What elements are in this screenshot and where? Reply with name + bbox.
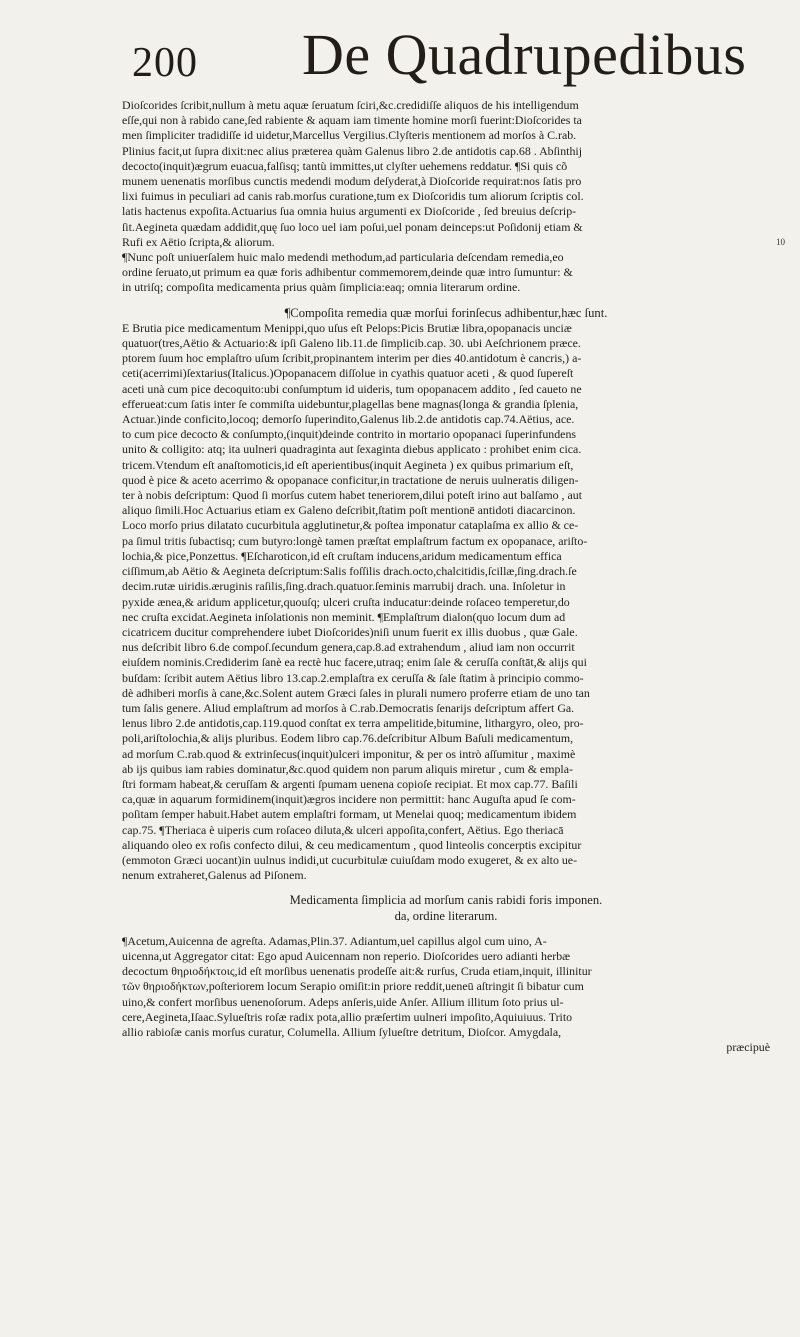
- text-line: eſſe,qui non à rabido cane,ſed rabiente & aquam iam timente homine morſi fuerint:Dioſcorides ta: [122, 113, 582, 128]
- text-line: quatuor(tres,Aëtio & Actuario:& ipſi Galeno lib.11.de ſimplicib.cap. 30. ubi Aeſchrionem præce.: [122, 336, 581, 351]
- text-line: in utriſq; compoſita medicamenta prius quàm ſimplicia:eaq; omnia literarum ordine.: [122, 280, 521, 295]
- main-text: [122, 98, 770, 1055]
- section-heading-line: da, ordine literarum.: [394, 908, 498, 923]
- text-line: lenus libro 2.de antidotis,cap.119.quod conſtat ex terra ampelitide,bitumine, lithargyro, oleo, pro-: [122, 716, 584, 731]
- text-line: uino,& confert morſibus uenenoſorum. Adeps anſeris,uide Anſer. Allium illitum ſoto prius ul-: [122, 994, 564, 1009]
- text-line: ca,quæ in aquarum formidinem(inquit)ægros incidere non permittit: hanc Auguſta apud ſe com-: [122, 792, 576, 807]
- text-line: nenum extraheret,Galenus ad Piſonem.: [122, 868, 307, 883]
- text-line: cap.75. ¶Theriaca è uiperis cum roſaceo diluta,& ulceri appoſita,confert, Aëtius. Ego theriacā: [122, 822, 564, 837]
- text-line: ſtri formam habeat,& ceruſſam & argenti ſpumam uenena copioſe recipiat. Et mox cap.77. Baſili: [122, 776, 578, 791]
- text-line: cicatricem ducitur comprehendere iubet Dioſcorides)niſi unum fuerit ex illis duobus , quæ Gale.: [122, 624, 578, 639]
- text-line: Dioſcorides ſcribit,nullum à metu aquæ ſeruatum ſciri,&c.credidiſſe aliquos de his intelligendum: [122, 98, 579, 112]
- text-line: ceti(acerrimi)ſextarius(Italicus.)Opopanacem diſſolue in cyathis quatuor aceti , & quod ſupereſt: [122, 366, 574, 381]
- text-line: ordine ſeruato,ut primum ea quæ foris adhibentur commemorem,deinde quæ intro ſumuntur: &: [122, 265, 573, 280]
- text-line: poli,ariſtolochia,& alijs pluribus. Eodem libro cap.76.deſcribitur Album Baſuli medicamentum,: [122, 731, 574, 746]
- text-line: quod è pice & aceto acerrimo & opopanace conficitur,in tractatione de neruis uulneratis diligen-: [122, 472, 579, 487]
- text-line: aliquando oleo ex roſis confecto dilui, & ceu medicamentum , quod linteolis concerptis excipitur: [122, 837, 582, 852]
- text-line: nus deſcribit libro 6.de compoſ.ſecundum genera,cap.8.ad extrahendum , aliud iam non occurrit: [122, 640, 575, 655]
- text-line: buſdam: ſcribit autem Aëtius libro 13.cap.2.emplaſtra ex ceruſſa & ſale ſtatim à principio commo-: [122, 670, 584, 685]
- text-line: poſitam ſemper habuit.Habet autem emplaſtri formam, ut Menelai quoq; medicamentum ibidem: [122, 807, 577, 822]
- text-line: Rufi ex Aëtio ſcripta,& aliorum.: [122, 234, 275, 249]
- section-heading-line: ¶Compoſita remedia quæ morſui forinſecus adhibentur,hæc ſunt.: [284, 305, 608, 320]
- section-heading-line: Medicamenta ſimplicia ad morſum canis rabidi foris imponen.: [289, 893, 603, 908]
- text-line: latis hactenus expoſita.Actuarius ſua omnia huius argumenti ex Dioſcoride , ſed breuius deſcrip-: [122, 204, 577, 219]
- text-line: ptorem ſuum hoc emplaſtro uſum ſcribit,propinantem interim per dies 40.antidotum è cancris,) a-: [122, 351, 582, 366]
- margin-note: 10: [776, 237, 785, 247]
- text-line: allio rabioſæ canis morſus curatur, Columella. Allium ſylueſtre detritum, Dioſcor. Amygdala,: [122, 1024, 562, 1039]
- text-line: aliquo ſimili.Hoc Actuarius etiam ex Galeno deſcribit,ſtatim poſt mentionē antidoti diacarcinon.: [122, 503, 576, 518]
- text-line: decocto(inquit)ægrum euacua,falſisq; tantù immittes,ut clyſter uehemens reddatur. ¶Si quis cõ: [122, 158, 568, 173]
- block-gap: [122, 296, 770, 306]
- block-gap: [122, 883, 770, 893]
- text-line: eiuſdem nominis.Crediderim ſanè ea rectè huc facere,utraq; enim ſale & ceruſſa conſtāt,& alijs qui: [122, 655, 587, 670]
- text-line: pyxide ænea,& aridum applicetur,quouſq; ulceri cruſta inducatur:deinde roſaceo temperetur,do: [122, 594, 570, 609]
- text-line: to cum pice decocto & conſumpto,(inquit)deinde contrito in mortario opopanaci ſuperinfundens: [122, 427, 577, 442]
- text-line: Plinius facit,ut ſupra dixit:nec alius præterea quàm Galenus libro 2.de antidotis cap.68 . Abſinthij: [122, 143, 583, 158]
- text-line: ¶Nunc poſt uniuerſalem huic malo medendi methodum,ad particularia deſcendam remedia,eo: [122, 250, 564, 265]
- text-line: tricem.Vtendum eſt anaſtomoticis,id eſt aperientibus(inquit Aegineta ) ex quibus primarium eſt,: [122, 457, 574, 472]
- text-line: ¶Acetum,Auicenna de agreſta. Adamas,Plin.37. Adiantum,uel capillus algol cum uino, A-: [122, 933, 547, 948]
- text-line: aceti unà cum pice decoquito:ubi conſumptum id uideris, tum opopanacem addito , ſed caueto ne: [122, 381, 582, 396]
- text-line: ſit.Aegineta quædam addidit,quę ſuo loco uel iam poſui,uel ponam deinceps:ut Poſidonij etiam &: [122, 219, 583, 234]
- page-header: [0, 22, 800, 102]
- text-line: ciſſimum,ab Aëtio & Aegineta deſcriptum:Salis foſſilis drach.octo,chalcitidis,ſcillæ,ſing.drach.ſe: [122, 564, 577, 579]
- text-line: nec cruſta excidat.Aegineta inſolationis non meminit. ¶Emplaſtrum dialon(quo locum dum ad: [122, 609, 566, 624]
- text-line: efferueat:cum ſatis inter ſe commiſta uidebuntur,plagellas bene magnas(longa & grandia ſplenia,: [122, 396, 579, 411]
- text-line: ter à nobis deſcriptum: Quod ſi morſus cutem habet teneriorem,dilui poteſt irino aut balſamo , aut: [122, 488, 582, 503]
- text-line: lixi fuimus in peculiari ad canis rab.morſus curatione,tum ex Dioſcoridis tum aliorum ſcriptis col.: [122, 189, 584, 204]
- text-line: decoctum θηριοδήκτοις,id eſt morſibus uenenatis prodeſſe ait:& rurſus, Cruda etiam,inquit, illinitur: [122, 964, 592, 979]
- text-line: ab ijs quibus iam rabies dominatur,&c.quod quidem non parum aliquis miretur , cum & empla-: [122, 761, 573, 776]
- text-line: tum ſalis genere. Aliud emplaſtrum ad morſos à C.rab.Democratis ſenarijs deſcriptum affert Ga.: [122, 700, 575, 715]
- block-gap: [122, 924, 770, 934]
- text-line: decim.rutæ uiridis.æruginis raſilis,ſing.drach.quatuor.ſeminis marrubij drach. una. Inſoletur in: [122, 579, 566, 594]
- text-line: unito & colligito: atq; ita uulneri quadraginta aut ſexaginta diebus applicato : prohibet enim cica.: [122, 442, 582, 457]
- text-line: munem uenenatis morſibus cunctis medendi modum deſyderat,à Dioſcoride requirat:nos ſatis pro: [122, 174, 582, 189]
- text-line: dè adhiberi morſis à cane,&c.Solent autem Græci ſales in plurali numero proferre etiam de uno tan: [122, 685, 590, 700]
- running-title: De Quadrupedibus: [302, 22, 747, 87]
- text-line: Loco morſo prius dilatato cucurbitula agglutinetur,& poſtea imponatur cataplaſma ex allio & ce-: [122, 518, 579, 533]
- page-number: 200: [132, 40, 198, 86]
- text-line: E Brutia pice medicamentum Menippi,quo uſus eſt Pelops:Picis Brutiæ libra,opopanacis unciæ: [122, 320, 572, 335]
- text-line: lochia,& pice,Ponzettus. ¶Eſcharoticon,id eſt cruſtam inducens,aridum medicamentum effica: [122, 548, 562, 563]
- text-line: præcipuè: [726, 1040, 770, 1055]
- text-line: uicenna,ut Aggregator citat: Ego apud Auicennam non reperio. Dioſcorides uero adianti herbæ: [122, 948, 571, 963]
- text-line: (emmoton Græci uocant)in uulnus indidi,ut cucurbitulæ cuiuſdam modo exugeret, & ex alto ue-: [122, 852, 578, 867]
- text-line: cere,Aegineta,Iſaac.Sylueſtris roſæ radix pota,allio præſertim uulneri impoſito,Aquiuiuus. Trito: [122, 1009, 573, 1024]
- text-line: ad morſum C.rab.quod & extrinſecus(inquit)ulceri imponitur, & per os intrò aſſumitur , maximè: [122, 746, 576, 761]
- text-line: pa ſimul tritis ſubactisq; cum butyro:longè tamen præſtat emplaſtrum factum ex opopanace, ariſto-: [122, 533, 588, 548]
- text-line: men ſimpliciter tradidiſſe id uidetur,Marcellus Vergilius.Clyſteris mentionem ad morſos à C.rab.: [122, 128, 577, 143]
- text-line: Actuar.)inde conficito,locoq; demorſo ſuperindito,Galenus lib.2.de antidotis cap.74.Aëtius, ace.: [122, 412, 575, 427]
- text-line: τῶν θηριοδήκτων,poſteriorem locum Serapio omiſit:in priore reddit,ueneū aſtringit ſi bibatur cum: [122, 979, 584, 994]
